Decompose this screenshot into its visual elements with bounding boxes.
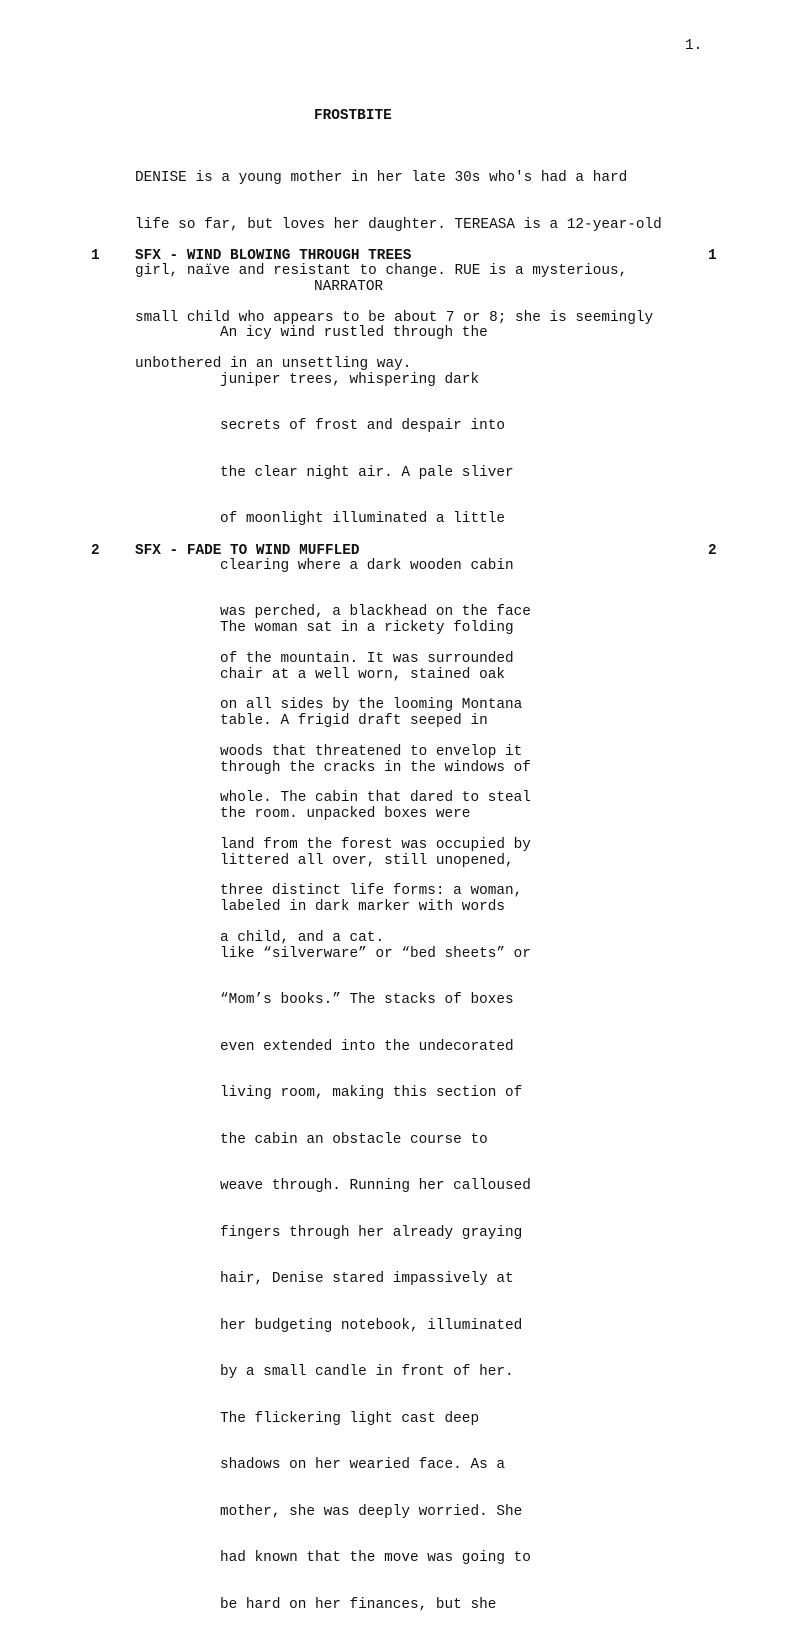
scene-1-character-cue: NARRATOR [314,279,384,295]
scene-2-number-left: 2 [91,543,100,559]
text-line: even extended into the undecorated [220,1038,514,1055]
text-line: mother, she was deeply worried. She [220,1503,523,1520]
intro-line: girl, naïve and resistant to change. RUE is a mysterious, [135,263,628,279]
text-line: her budgeting notebook, illuminated [220,1317,523,1334]
scene-2-heading: SFX - FADE TO WIND MUFFLED [135,543,360,559]
dialogue-line: woods that threatened to envelop it [220,743,523,760]
text-line: table. A frigid draft seeped in [220,713,488,729]
text-line: “Mom’s books.” The stacks of boxes [220,992,514,1008]
text-line: by a small candle in front of her. [220,1364,514,1380]
dialogue-line: An icy wind rustled through the [220,325,488,341]
dialogue-line: a child, and a cat. [220,929,385,946]
text-line: through the cracks in the windows of [220,759,531,776]
text-line: hair, Denise stared impassively at [220,1271,514,1287]
text-line: fingers through her already graying [220,1224,523,1241]
dialogue-line: of the mountain. It was surrounded [220,650,514,667]
text-line: the room. unpacked boxes were [220,806,471,822]
text-line: be hard on her finances, but she [220,1596,497,1613]
dialogue-line: on all sides by the looming Montana [220,697,523,713]
intro-line: unbothered in an unsettling way. [135,356,412,372]
text-line: living room, making this section of [220,1085,523,1101]
scene-1-heading: SFX - WIND BLOWING THROUGH TREES [135,248,412,264]
text-line: weave through. Running her calloused [220,1178,531,1194]
dialogue-line: was perched, a blackhead on the face [220,604,531,620]
scene-1-number-right: 1 [708,248,717,264]
dialogue-line: the clear night air. A pale sliver [220,464,514,481]
dialogue-line: land from the forest was occupied by [220,836,531,853]
dialogue-line: juniper trees, whispering dark [220,371,480,388]
intro-line: small child who appears to be about 7 or 8; she is seemingly [135,309,654,326]
text-line: shadows on her wearied face. As a [220,1457,505,1473]
text-line: had known that the move was going to [220,1550,531,1566]
scene-2-text [220,590,531,1629]
dialogue-line: of moonlight illuminated a little [220,511,505,527]
text-line: the cabin an obstacle course to [220,1131,488,1148]
text-line: chair at a well worn, stained oak [220,666,505,683]
scene-2-number-right: 2 [708,543,717,559]
text-line: littered all over, still unopened, [220,852,514,869]
text-line: The woman sat in a rickety folding [220,620,514,636]
text-line: like “silverware” or “bed sheets” or [220,945,531,962]
intro-line: DENISE is a young mother in her late 30s who's had a hard [135,170,628,186]
dialogue-line: clearing where a dark wooden cabin [220,557,514,574]
scene-1-number-left: 1 [91,248,100,264]
dialogue-line: three distinct life forms: a woman, [220,883,523,899]
text-line: The flickering light cast deep [220,1410,480,1427]
page-number: 1. [685,38,703,54]
text-line: labeled in dark marker with words [220,899,505,915]
dialogue-line: whole. The cabin that dared to steal [220,790,531,806]
script-title: FROSTBITE [314,108,392,124]
intro-line: life so far, but loves her daughter. TEREASA is a 12-year-old [135,216,662,233]
dialogue-line: secrets of frost and despair into [220,418,505,434]
